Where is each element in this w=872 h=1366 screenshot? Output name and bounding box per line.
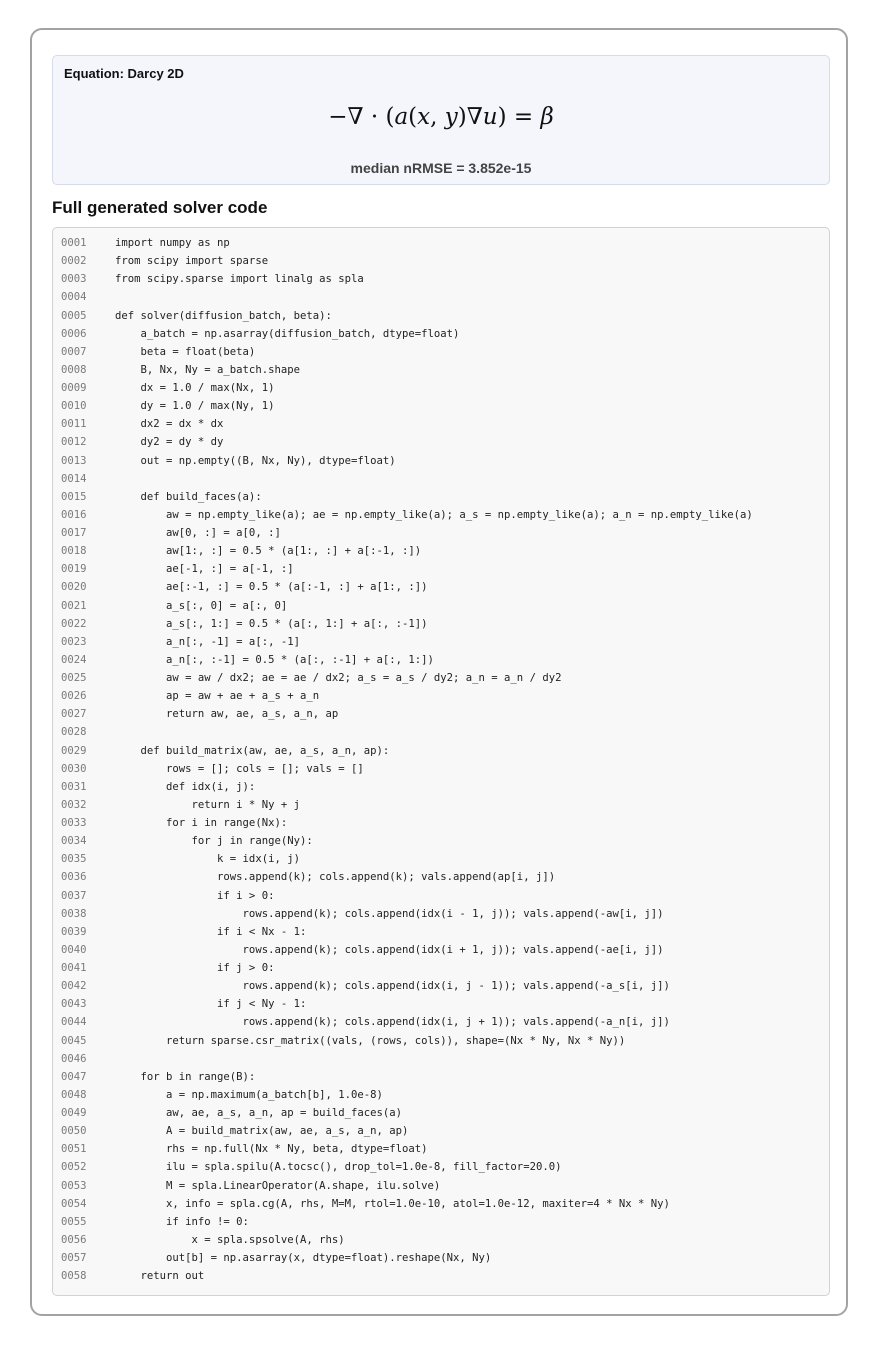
code-text: a = np.maximum(a_batch[b], 1.0e-8) <box>115 1088 383 1101</box>
code-line <box>53 288 829 306</box>
line-number: 0053 <box>61 1179 87 1192</box>
line-number: 0047 <box>61 1070 87 1083</box>
code-line <box>53 578 829 596</box>
line-number: 0004 <box>61 291 87 304</box>
code-text: if i > 0: <box>115 889 275 902</box>
code-text: for b in range(B): <box>115 1070 256 1083</box>
code-text: beta = float(beta) <box>115 345 256 358</box>
code-line <box>53 850 829 868</box>
line-number: 0016 <box>61 508 87 521</box>
code-text: ae[-1, :] = a[-1, :] <box>115 563 294 576</box>
code-line <box>53 1213 829 1231</box>
code-line <box>53 560 829 578</box>
code-line <box>53 452 829 470</box>
code-line <box>53 1068 829 1086</box>
line-number: 0057 <box>61 1252 87 1264</box>
code-line <box>53 814 829 832</box>
code-line <box>53 995 829 1013</box>
equation-panel <box>52 55 830 185</box>
code-text: if info != 0: <box>115 1215 249 1228</box>
line-number: 0011 <box>61 418 87 431</box>
code-text: def solver(diffusion_batch, beta): <box>115 309 332 322</box>
code-line <box>53 742 829 760</box>
code-line <box>53 488 829 506</box>
line-number: 0001 <box>61 237 87 249</box>
code-text: ap = aw + ae + a_s + a_n <box>115 690 320 703</box>
code-text: ilu = spla.spilu(A.tocsc(), drop_tol=1.0e-8, fill_factor=20.0) <box>115 1161 562 1174</box>
line-number: 0035 <box>61 853 87 866</box>
code-line <box>53 1267 829 1285</box>
code-line <box>53 524 829 542</box>
code-line <box>53 778 829 796</box>
line-number: 0043 <box>61 998 87 1011</box>
equation-latex-render: −∇ · (a(x, y)∇u) = β <box>328 104 554 130</box>
line-number: 0024 <box>61 653 87 666</box>
line-number: 0022 <box>61 617 87 630</box>
line-number: 0037 <box>61 889 87 902</box>
code-line <box>53 1032 829 1050</box>
code-line <box>53 361 829 379</box>
code-line <box>53 270 829 288</box>
line-number: 0028 <box>61 726 87 739</box>
line-number: 0034 <box>61 835 87 848</box>
median-nrmse-metric: median nRMSE = 3.852e-15 <box>350 160 532 176</box>
line-number: 0010 <box>61 400 87 413</box>
code-line <box>53 1104 829 1122</box>
code-line <box>53 687 829 705</box>
line-number: 0006 <box>61 327 87 340</box>
code-line <box>53 597 829 615</box>
line-number: 0021 <box>61 599 87 612</box>
line-number: 0041 <box>61 962 87 974</box>
code-text: x, info = spla.cg(A, rhs, M=M, rtol=1.0e-10, atol=1.0e-12, maxiter=4 * Nx * Ny) <box>115 1197 670 1210</box>
code-text: dx2 = dx * dx <box>115 418 224 431</box>
equation-label: Equation: Darcy 2D <box>64 66 184 81</box>
code-line <box>53 615 829 633</box>
code-text: dy2 = dy * dy <box>115 436 224 449</box>
line-number: 0009 <box>61 382 87 394</box>
code-text: import numpy as np <box>115 237 230 249</box>
code-line <box>53 433 829 451</box>
line-number: 0045 <box>61 1034 87 1047</box>
code-text: if j > 0: <box>115 962 275 974</box>
code-line <box>53 651 829 669</box>
code-text: return sparse.csr_matrix((vals, (rows, cols)), shape=(Nx * Ny, Nx * Ny)) <box>115 1034 626 1047</box>
code-line <box>53 1231 829 1249</box>
line-number: 0055 <box>61 1215 87 1228</box>
line-number: 0020 <box>61 581 87 594</box>
line-number: 0042 <box>61 980 87 993</box>
code-text: rows.append(k); cols.append(k); vals.append(ap[i, j]) <box>115 871 556 884</box>
code-line <box>53 959 829 977</box>
code-text: rows = []; cols = []; vals = [] <box>115 762 364 775</box>
line-number: 0032 <box>61 798 87 811</box>
code-line <box>53 941 829 959</box>
code-line <box>53 397 829 415</box>
code-text: if j < Ny - 1: <box>115 998 307 1011</box>
code-line <box>53 868 829 886</box>
code-text: from scipy.sparse import linalg as spla <box>115 273 364 286</box>
code-text: def build_faces(a): <box>115 490 262 503</box>
code-text: def idx(i, j): <box>115 780 256 793</box>
line-number: 0008 <box>61 363 87 376</box>
line-number: 0017 <box>61 527 87 539</box>
line-number: 0054 <box>61 1197 87 1210</box>
code-line <box>53 977 829 995</box>
line-number: 0027 <box>61 708 87 721</box>
code-text: return out <box>115 1270 205 1283</box>
code-text: dx = 1.0 / max(Nx, 1) <box>115 382 275 394</box>
code-text: for j in range(Ny): <box>115 835 313 848</box>
line-number: 0050 <box>61 1125 87 1138</box>
code-line <box>53 1013 829 1031</box>
code-text: rows.append(k); cols.append(idx(i + 1, j)); vals.append(-ae[i, j]) <box>115 943 664 956</box>
code-line <box>53 379 829 397</box>
code-line <box>53 343 829 361</box>
line-number: 0013 <box>61 454 87 467</box>
line-number: 0007 <box>61 345 87 358</box>
code-line <box>53 1140 829 1158</box>
line-number: 0033 <box>61 817 87 829</box>
line-number: 0005 <box>61 309 87 322</box>
code-line <box>53 705 829 723</box>
line-number: 0036 <box>61 871 87 884</box>
code-line <box>53 325 829 343</box>
code-line <box>53 307 829 325</box>
code-line <box>53 633 829 651</box>
line-number: 0030 <box>61 762 87 775</box>
line-number: 0049 <box>61 1107 87 1119</box>
code-text: ae[:-1, :] = 0.5 * (a[:-1, :] + a[1:, :]) <box>115 581 428 594</box>
code-text: def build_matrix(aw, ae, a_s, a_n, ap): <box>115 744 390 757</box>
code-text: aw[0, :] = a[0, :] <box>115 527 281 539</box>
code-line <box>53 506 829 524</box>
code-text: x = spla.spsolve(A, rhs) <box>115 1233 345 1246</box>
code-text: from scipy import sparse <box>115 255 269 268</box>
code-line <box>53 832 829 850</box>
equation-formula <box>53 104 829 130</box>
code-line <box>53 796 829 814</box>
code-text: a_n[:, :-1] = 0.5 * (a[:, :-1] + a[:, 1:]) <box>115 653 434 666</box>
line-number: 0019 <box>61 563 87 576</box>
code-text: out[b] = np.asarray(x, dtype=float).reshape(Nx, Ny) <box>115 1252 492 1264</box>
code-line <box>53 252 829 270</box>
code-text: if i < Nx - 1: <box>115 925 307 938</box>
code-text: out = np.empty((B, Nx, Ny), dtype=float) <box>115 454 396 467</box>
code-text: rows.append(k); cols.append(idx(i, j - 1)); vals.append(-a_s[i, j]) <box>115 980 670 993</box>
line-number: 0051 <box>61 1143 87 1156</box>
code-line <box>53 887 829 905</box>
code-line <box>53 1195 829 1213</box>
code-block <box>52 227 830 1296</box>
line-number: 0056 <box>61 1233 87 1246</box>
code-line <box>53 905 829 923</box>
code-section-title: Full generated solver code <box>52 198 268 217</box>
code-text: dy = 1.0 / max(Ny, 1) <box>115 400 275 413</box>
line-number: 0012 <box>61 436 87 449</box>
code-text: a_n[:, -1] = a[:, -1] <box>115 635 300 648</box>
line-number: 0040 <box>61 943 87 956</box>
code-line <box>53 1122 829 1140</box>
code-line <box>53 415 829 433</box>
code-line <box>53 923 829 941</box>
code-line <box>53 1158 829 1176</box>
code-line <box>53 1249 829 1267</box>
code-text: a_batch = np.asarray(diffusion_batch, dtype=float) <box>115 327 460 340</box>
code-line <box>53 1086 829 1104</box>
code-line <box>53 1050 829 1068</box>
code-text: A = build_matrix(aw, ae, a_s, a_n, ap) <box>115 1125 409 1138</box>
line-number: 0046 <box>61 1052 87 1065</box>
line-number: 0015 <box>61 490 87 503</box>
line-number: 0039 <box>61 925 87 938</box>
code-text: return i * Ny + j <box>115 798 300 811</box>
result-card <box>30 28 848 1316</box>
code-text: aw = aw / dx2; ae = ae / dx2; a_s = a_s / dy2; a_n = a_n / dy2 <box>115 672 562 684</box>
line-number: 0014 <box>61 472 87 485</box>
line-number: 0025 <box>61 672 87 684</box>
code-text: M = spla.LinearOperator(A.shape, ilu.solve) <box>115 1179 441 1192</box>
code-text: B, Nx, Ny = a_batch.shape <box>115 363 300 376</box>
line-number: 0052 <box>61 1161 87 1174</box>
line-number: 0003 <box>61 273 87 286</box>
code-text: for i in range(Nx): <box>115 817 288 829</box>
code-line <box>53 234 829 252</box>
code-text: aw, ae, a_s, a_n, ap = build_faces(a) <box>115 1107 403 1119</box>
code-text: aw = np.empty_like(a); ae = np.empty_like(a); a_s = np.empty_like(a); a_n = np.empty_like(a) <box>115 508 753 521</box>
line-number: 0058 <box>61 1270 87 1283</box>
line-number: 0038 <box>61 907 87 920</box>
line-number: 0048 <box>61 1088 87 1101</box>
code-text: k = idx(i, j) <box>115 853 300 866</box>
code-text: rows.append(k); cols.append(idx(i, j + 1)); vals.append(-a_n[i, j]) <box>115 1016 670 1029</box>
line-number: 0029 <box>61 744 87 757</box>
code-text: a_s[:, 0] = a[:, 0] <box>115 599 288 612</box>
code-text: rhs = np.full(Nx * Ny, beta, dtype=float) <box>115 1143 428 1156</box>
code-line <box>53 1177 829 1195</box>
code-text: rows.append(k); cols.append(idx(i - 1, j)); vals.append(-aw[i, j]) <box>115 907 664 920</box>
line-number: 0026 <box>61 690 87 703</box>
code-text: return aw, ae, a_s, a_n, ap <box>115 708 339 721</box>
code-line <box>53 723 829 741</box>
code-line <box>53 760 829 778</box>
line-number: 0023 <box>61 635 87 648</box>
code-line <box>53 669 829 687</box>
code-line <box>53 470 829 488</box>
line-number: 0031 <box>61 780 87 793</box>
code-text: aw[1:, :] = 0.5 * (a[1:, :] + a[:-1, :]) <box>115 545 422 558</box>
line-number: 0044 <box>61 1016 87 1029</box>
code-line <box>53 542 829 560</box>
line-number: 0002 <box>61 255 87 268</box>
line-number: 0018 <box>61 545 87 558</box>
code-text: a_s[:, 1:] = 0.5 * (a[:, 1:] + a[:, :-1]) <box>115 617 428 630</box>
code-lines <box>53 234 829 1285</box>
